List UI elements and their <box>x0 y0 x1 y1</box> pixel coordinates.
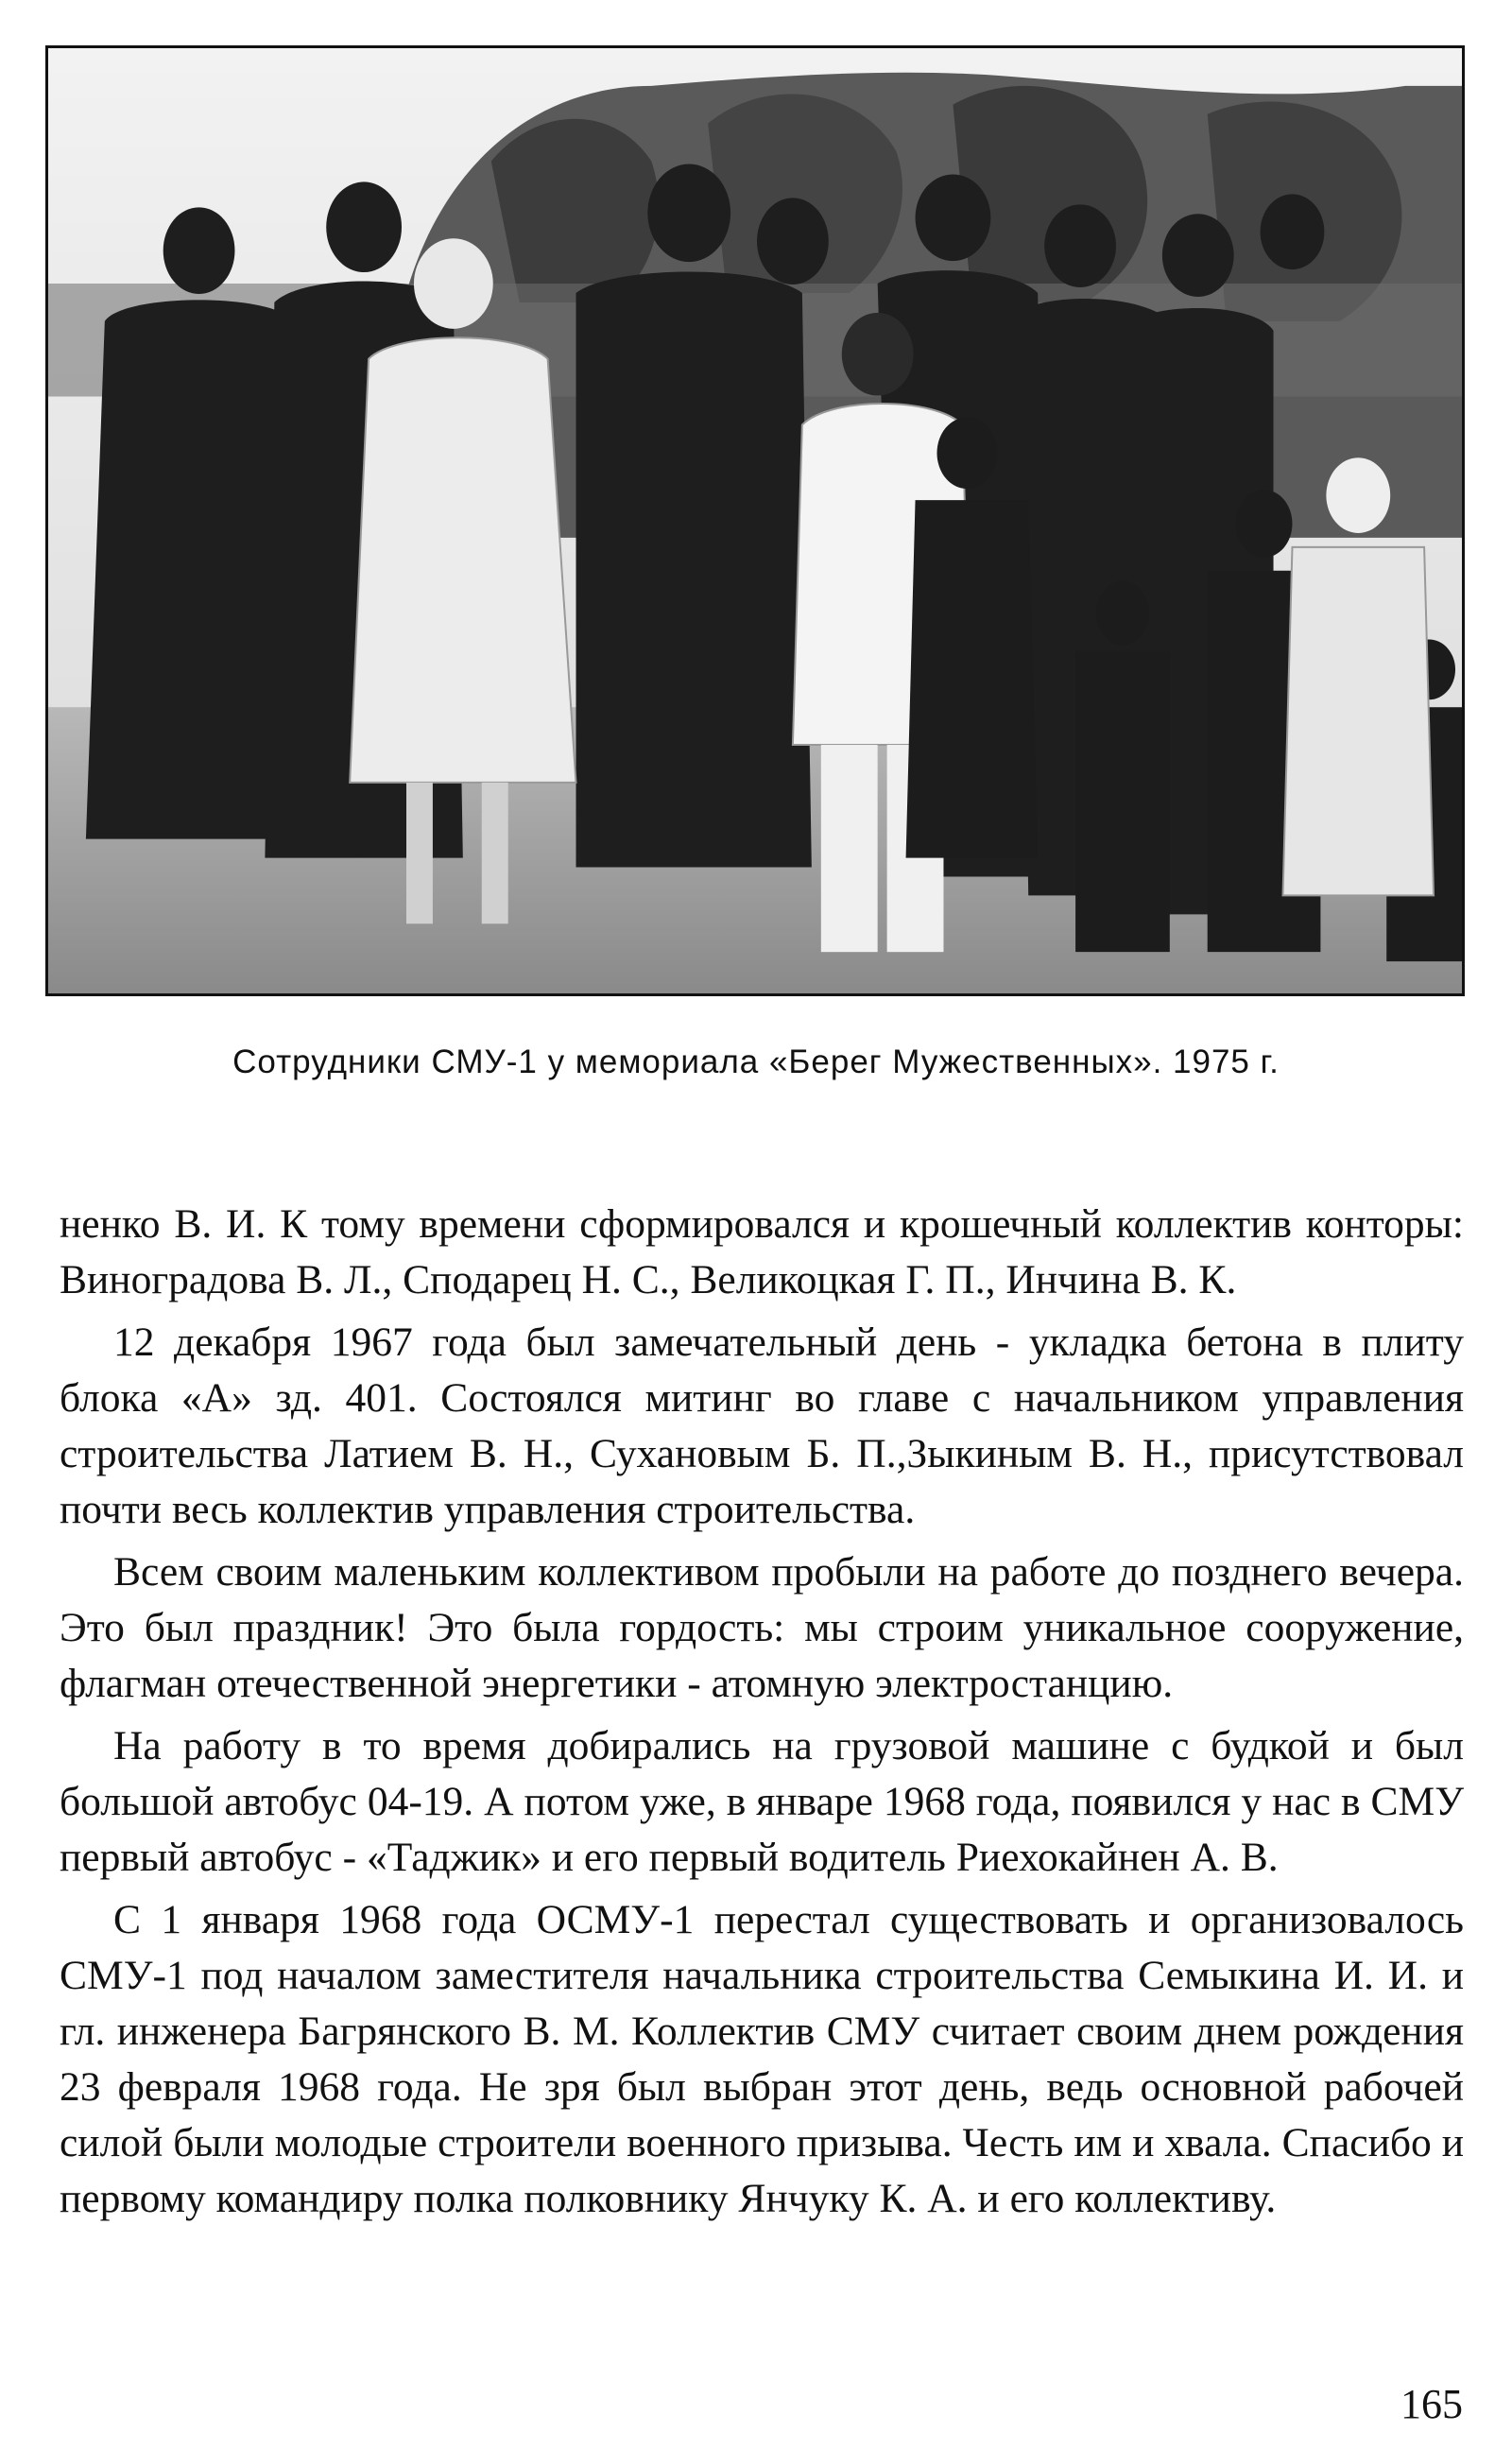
photo-caption: Сотрудники СМУ-1 у мемориала «Берег Мужественных». 1975 г. <box>232 1043 1280 1080</box>
paragraph: ненко В. И. К тому времени сформировался и крошечный коллектив конторы: Виноградова В. Л., Сподарец Н. С., Великоцкая Г. П., Инчина В. К. <box>60 1201 1464 1302</box>
paragraph: На работу в то время добирались на грузовой машине с будкой и был большой автобус 04-19. А потом уже, в январе 1968 года, появился у нас в СМУ первый автобус - «Таджик» и его первый водитель Риехокайнен А. В. <box>60 1723 1464 1880</box>
paragraph: Всем своим маленьким коллективом пробыли на работе до позднего вечера. Это был праздник! Это была гордость: мы строим уникальное сооружение, флагман отечественной энергетики - атомную электростанцию. <box>60 1549 1464 1706</box>
page-number: 165 <box>1400 2381 1463 2427</box>
photo-illustration-icon <box>48 48 1462 993</box>
paragraph: 12 декабря 1967 года был замечательный день - укладка бетона в плиту блока «А» зд. 401. Состоялся митинг во главе с начальником управления строительства Латием В. Н., Сухановым Б. П.,Зыкиным В. Н., присутствовал почти весь коллектив управления строительства. <box>60 1319 1464 1532</box>
memorial-group-photo <box>45 45 1465 996</box>
paragraph: С 1 января 1968 года ОСМУ-1 перестал существовать и организовалось СМУ-1 под началом заместителя начальника строительства Семыкина И. И. и гл. инженера Багрянского В. М. Коллектив СМУ считает своим днем рождения 23 февраля 1968 года. Не зря был выбран этот день, ведь основной рабочей силой были молодые строители военного призыва. Честь им и хвала. Спасибо и первому командиру полка полковнику Янчуку К. А. и его коллективу. <box>60 1897 1464 2221</box>
body-text <box>60 1197 1464 2233</box>
